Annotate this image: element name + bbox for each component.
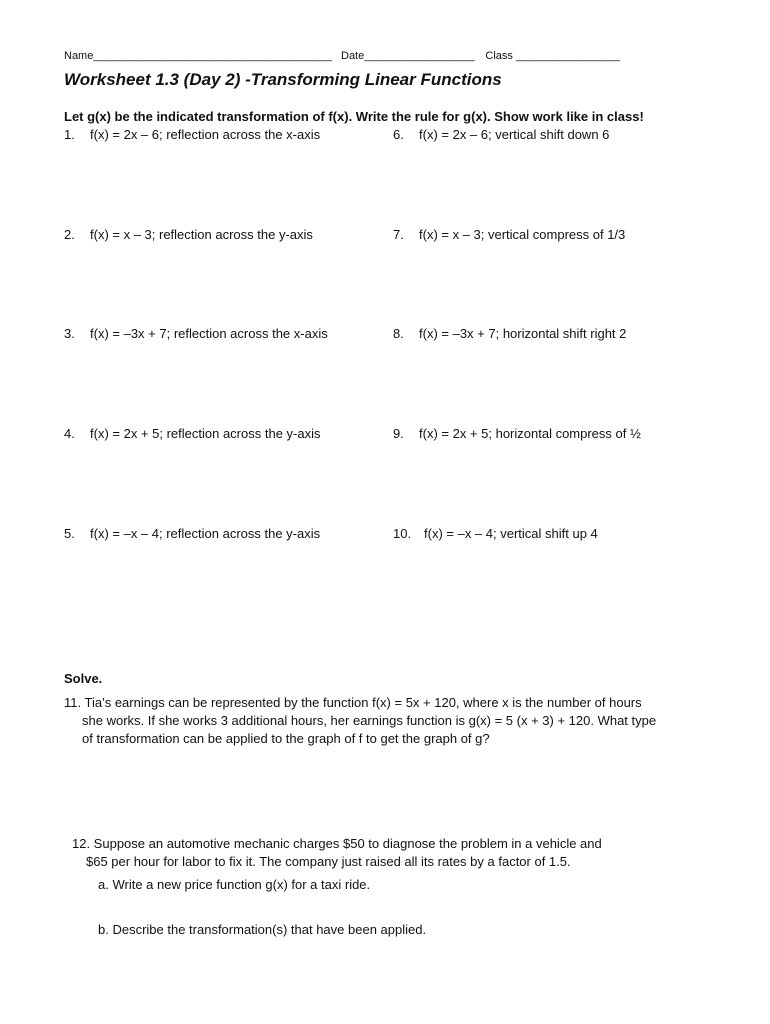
problem-12-line-1: 12. Suppose an automotive mechanic charges $50 to diagnose the problem in a vehicle and — [72, 836, 602, 851]
problem-11-line-2: she works. If she works 3 additional hours, her earnings function is g(x) = 5 (x + 3) + 120. What type — [82, 713, 657, 728]
problem-text: f(x) = 2x + 5; horizontal compress of ½ — [419, 426, 641, 441]
problem-text: f(x) = –x – 4; vertical shift up 4 — [424, 526, 598, 541]
problem-number: 3. — [64, 326, 75, 341]
problem-5 — [64, 526, 320, 541]
class-field[interactable]: Class _________________ — [485, 50, 620, 62]
problem-text: f(x) = 2x – 6; vertical shift down 6 — [419, 127, 610, 142]
worksheet-title: Worksheet 1.3 (Day 2) -Transforming Linear Functions — [64, 70, 502, 89]
problem-text: f(x) = 2x – 6; reflection across the x-axis — [90, 127, 321, 142]
problem-4 — [64, 426, 320, 441]
problem-text: f(x) = x – 3; vertical compress of 1/3 — [419, 227, 626, 242]
problem-1 — [64, 127, 320, 142]
problem-7 — [393, 227, 625, 242]
problem-number: 2. — [64, 227, 75, 242]
problem-11-line-3: of transformation can be applied to the graph of f to get the graph of g? — [82, 731, 490, 746]
problem-10 — [393, 526, 598, 541]
problem-6 — [393, 127, 609, 142]
problem-3 — [64, 326, 328, 341]
problem-number: 7. — [393, 227, 404, 242]
problem-number: 9. — [393, 426, 404, 441]
problem-text: f(x) = –x – 4; reflection across the y-axis — [90, 526, 321, 541]
header-fields — [64, 50, 620, 62]
instructions: Let g(x) be the indicated transformation of f(x). Write the rule for g(x). Show work like in class! — [64, 109, 644, 124]
problem-12-part-b: b. Describe the transformation(s) that have been applied. — [98, 922, 427, 937]
problem-12-part-a: a. Write a new price function g(x) for a taxi ride. — [98, 877, 371, 892]
name-field[interactable]: Name_______________________________________ — [64, 50, 332, 62]
problem-number: 6. — [393, 127, 404, 142]
problem-number: 8. — [393, 326, 404, 341]
problem-text: f(x) = –3x + 7; horizontal shift right 2 — [419, 326, 627, 341]
problem-8 — [393, 326, 626, 341]
problem-12 — [72, 835, 712, 871]
problem-text: f(x) = x – 3; reflection across the y-axis — [90, 227, 313, 242]
problem-11 — [64, 694, 724, 748]
problem-number: 4. — [64, 426, 75, 441]
date-field[interactable]: Date__________________ — [341, 50, 475, 62]
problem-text: f(x) = –3x + 7; reflection across the x-axis — [90, 326, 328, 341]
problem-11-line-1: 11. Tia’s earnings can be represented by the function f(x) = 5x + 120, where x is the number of hours — [64, 695, 642, 710]
problem-number: 5. — [64, 526, 75, 541]
problem-2 — [64, 227, 313, 242]
problem-text: f(x) = 2x + 5; reflection across the y-axis — [90, 426, 321, 441]
problem-9 — [393, 426, 641, 441]
problem-number: 10. — [393, 526, 412, 541]
solve-heading: Solve. — [64, 671, 103, 686]
problem-12-line-2: $65 per hour for labor to fix it. The company just raised all its rates by a factor of 1.5. — [86, 854, 571, 869]
problem-number: 1. — [64, 127, 75, 142]
